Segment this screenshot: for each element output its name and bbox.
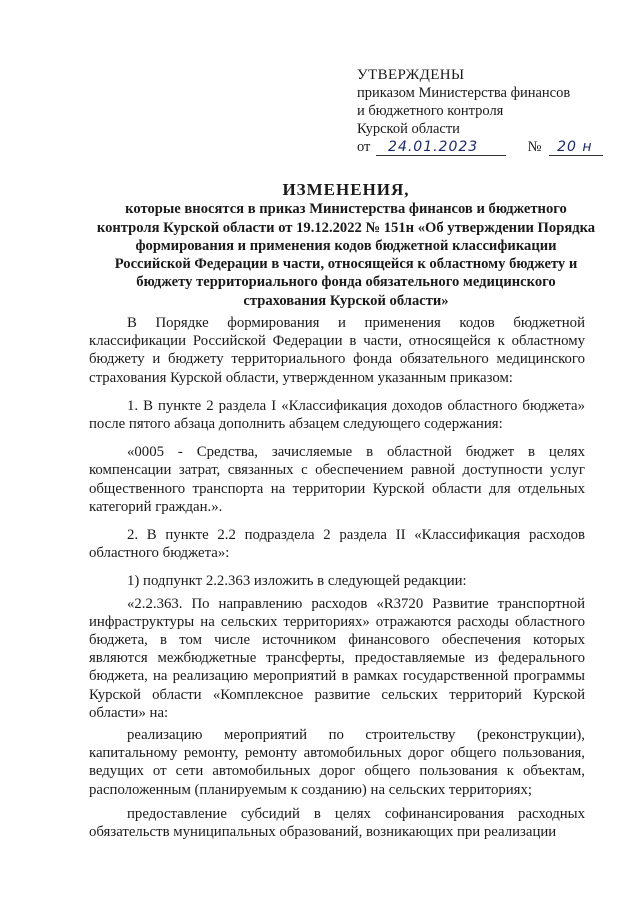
approval-date: 24.01.2023 bbox=[376, 140, 506, 156]
approval-line-3: Курской области bbox=[357, 121, 460, 137]
intro-paragraph: В Порядке формирования и применения кодов бюджетной классификации Российской Федерации в части, относящейся к областному бюджету и бюджету территориального фонда обязательного медицинского страхования Курской области, утвержденном указанным приказом: bbox=[89, 315, 585, 386]
number-sign: № bbox=[527, 139, 542, 155]
document-body bbox=[89, 314, 585, 845]
approval-block bbox=[357, 66, 617, 156]
document-heading bbox=[96, 181, 596, 310]
approval-number: 20 н bbox=[549, 140, 603, 156]
heading-text: которые вносятся в приказ Министерства финансов и бюджетного контроля Курской области от 19.12.2022 № 151н «Об утверждении Порядка формирования и применения кодов бюджетной классификации Российской Федерации в части, относящейся к областному бюджету и бюджету территориального фонда обязательного медицинского страхования Курской области» bbox=[96, 201, 596, 309]
approval-line-1: приказом Министерства финансов bbox=[357, 85, 571, 101]
heading-title: ИЗМЕНЕНИЯ, bbox=[282, 180, 410, 199]
quote-0005-paragraph: «0005 - Средства, зачисляемые в областной бюджет в целях компенсации затрат, связанных с обеспечением равной доступности услуг общественного транспорта на территории Курской области для отдельных категорий граждан.». bbox=[89, 444, 585, 515]
date-prefix: от bbox=[357, 139, 371, 155]
item-2-paragraph: 2. В пункте 2.2 подраздела 2 раздела II «Классификация расходов областного бюджета»: bbox=[89, 527, 585, 562]
quote-2-2-363-paragraph: «2.2.363. По направлению расходов «R3720 Развитие транспортной инфраструктуры на сельских территориях» отражаются расходы областного бюджета, в том числе источником финансового обеспечения которых являются межбюджетные трансферты, предоставляемые из федерального бюджета, на реализацию мероприятий в рамках государственной программы Курской области «Комплексное развитие сельских территорий Курской области» на: bbox=[89, 595, 585, 721]
approval-title: УТВЕРЖДЕНЫ bbox=[357, 67, 465, 83]
approval-date-line bbox=[357, 138, 617, 156]
subitem-1-paragraph: 1) подпункт 2.2.363 изложить в следующей редакции: bbox=[127, 573, 467, 590]
item-1-paragraph: 1. В пункте 2 раздела I «Классификация доходов областного бюджета» после пятого абзаца дополнить абзацем следующего содержания: bbox=[89, 397, 585, 433]
subsidies-paragraph: предоставление субсидий в целях софинансирования расходных обязательств муниципальных образований, возникающих при реализации bbox=[89, 805, 585, 841]
realization-paragraph: реализацию мероприятий по строительству (реконструкции), капитальному ремонту, ремонту автомобильных дорог общего пользования, ведущих от сети автомобильных дорог общего пользования к объектам, расположенным (планируемым к созданию) на сельских территориях; bbox=[89, 727, 585, 798]
approval-line-2: и бюджетного контроля bbox=[357, 103, 504, 119]
